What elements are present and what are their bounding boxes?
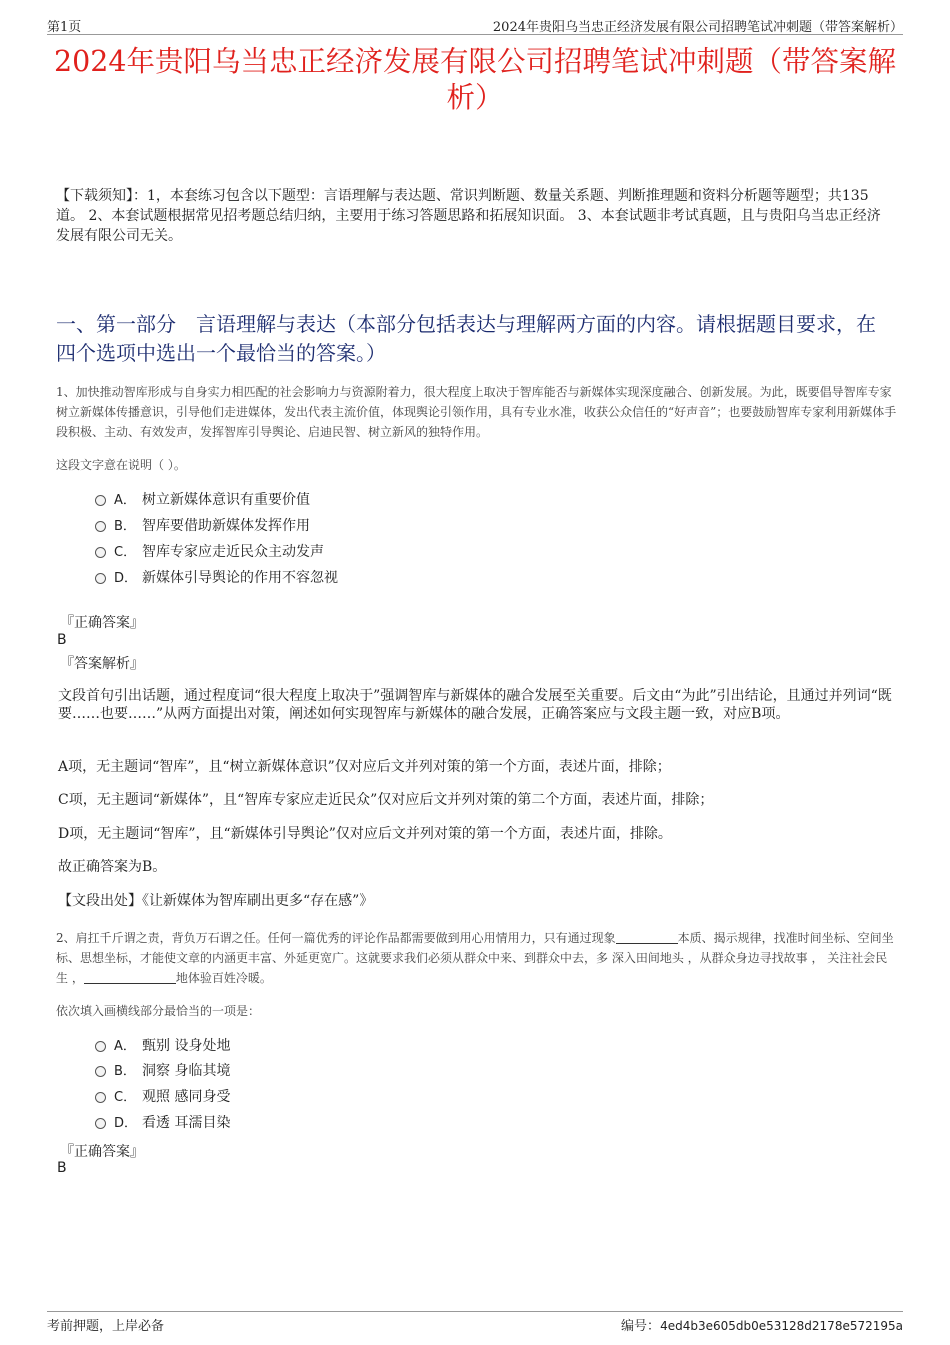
radio-icon[interactable]	[95, 547, 106, 558]
q1-answer-label: 『正确答案』	[60, 615, 144, 631]
q2-answer-label: 『正确答案』	[60, 1144, 144, 1160]
header-doc-title: 2024年贵阳乌当忠正经济发展有限公司招聘笔试冲刺题（带答案解析）	[492, 20, 903, 35]
q1-answer: B	[57, 632, 67, 648]
footer-code: 编号：4ed4b3e605db0e53128d2178e572195a	[621, 1319, 903, 1334]
page-title: 2024年贵阳乌当忠正经济发展有限公司招聘笔试冲刺题（带答案解析）	[53, 45, 897, 114]
fill-blank-2	[84, 971, 176, 984]
q1-option-b[interactable]: B． 智库要借助新媒体发挥作用	[95, 516, 310, 536]
q1-analysis-d: D项，无主题词“智库”，且“新媒体引导舆论”仅对应后文并列对策的第一个方面，表述片面，排除。	[58, 826, 672, 842]
question-2-text: 2、肩扛千斤谓之责，背负万石谓之任。任何一篇优秀的评论作品都需要做到用心用情用力，只有通过现象 本质、揭示规律，找准时间坐标、空间坐标、思想坐标，才能使文章的内涵更丰富、外延更宽广。这就要求我们必须从群众中来、到群众中去，多 深入田间地头 ，从群众身边寻找故事 ， 关注社会民生 ， 地体验百姓冷暖。	[56, 931, 894, 985]
question-1-text: 1、加快推动智库形成与自身实力相匹配的社会影响力与资源附着力，很大程度上取决于智库能否与新媒体实现深度融合、创新发展。为此，既要倡导智库专家树立新媒体传播意识，引导他们走进媒体，发出代表主流价值，体现舆论引领作用，具有专业水准，收获公众信任的“好声音”；也要鼓励智库专家利用新媒体手段积极、主动、有效发声，发挥智库引导舆论、启迪民智、树立新风的独特作用。	[56, 385, 897, 439]
q2-answer: B	[57, 1160, 67, 1176]
q2-option-d[interactable]: D． 看透 耳濡目染	[95, 1113, 230, 1133]
fill-blank-1	[616, 931, 678, 944]
q1-option-a[interactable]: A． 树立新媒体意识有重要价值	[95, 490, 310, 510]
q1-analysis-conclusion: 故正确答案为B。	[58, 859, 167, 875]
q1-option-d[interactable]: D． 新媒体引导舆论的作用不容忽视	[95, 568, 338, 588]
section-heading: 一、第一部分 言语理解与表达（本部分包括表达与理解两方面的内容。请根据题目要求，在四个选项中选出一个最恰当的答案。）	[56, 312, 876, 365]
q1-analysis-label: 『答案解析』	[60, 656, 144, 672]
radio-icon[interactable]	[95, 573, 106, 584]
download-notice: 【下载须知】：1，本套练习包含以下题型：言语理解与表达题、常识判断题、数量关系题、判断推理题和资料分析题等题型；共135道。 2、本套试题根据常见招考题总结归纳，主要用于练习答题思路和拓展知识面。 3、本套试题非考试真题，且与贵阳乌当忠正经济发展有限公司无关。	[56, 188, 881, 244]
q1-analysis-main: 文段首句引出话题，通过程度词“很大程度上取决于”强调智库与新媒体的融合发展至关重要。后文由“为此”引出结论，且通过并列词“既要……也要……”从两方面提出对策，阐述如何实现智库与新媒体的融合发展，正确答案应与文段主题一致，对应B项。	[58, 688, 892, 722]
q2-option-a[interactable]: A． 甄别 设身处地	[95, 1036, 230, 1056]
q1-analysis-c: C项，无主题词“新媒体”，且“智库专家应走近民众”仅对应后文并列对策的第二个方面，表述片面，排除；	[58, 792, 714, 808]
q1-source: 【文段出处】《让新媒体为智库刷出更多“存在感”》	[58, 893, 374, 909]
q2-option-c[interactable]: C． 观照 感同身受	[95, 1087, 230, 1107]
radio-icon[interactable]	[95, 1118, 106, 1129]
page-footer	[47, 1311, 903, 1336]
footer-slogan: 考前押题，上岸必备	[47, 1319, 165, 1334]
question-1-stem: 这段文字意在说明（ ）。	[56, 458, 186, 472]
page-header	[47, 14, 903, 35]
radio-icon[interactable]	[95, 1066, 106, 1077]
q1-option-c[interactable]: C． 智库专家应走近民众主动发声	[95, 542, 324, 562]
page-number: 第1页	[47, 20, 82, 35]
radio-icon[interactable]	[95, 521, 106, 532]
question-2-stem: 依次填入画横线部分最恰当的一项是：	[56, 1004, 261, 1018]
radio-icon[interactable]	[95, 495, 106, 506]
radio-icon[interactable]	[95, 1041, 106, 1052]
radio-icon[interactable]	[95, 1092, 106, 1103]
q1-analysis-a: A项，无主题词“智库”，且“树立新媒体意识”仅对应后文并列对策的第一个方面，表述片面，排除；	[58, 759, 671, 775]
q2-option-b[interactable]: B． 洞察 身临其境	[95, 1061, 230, 1081]
